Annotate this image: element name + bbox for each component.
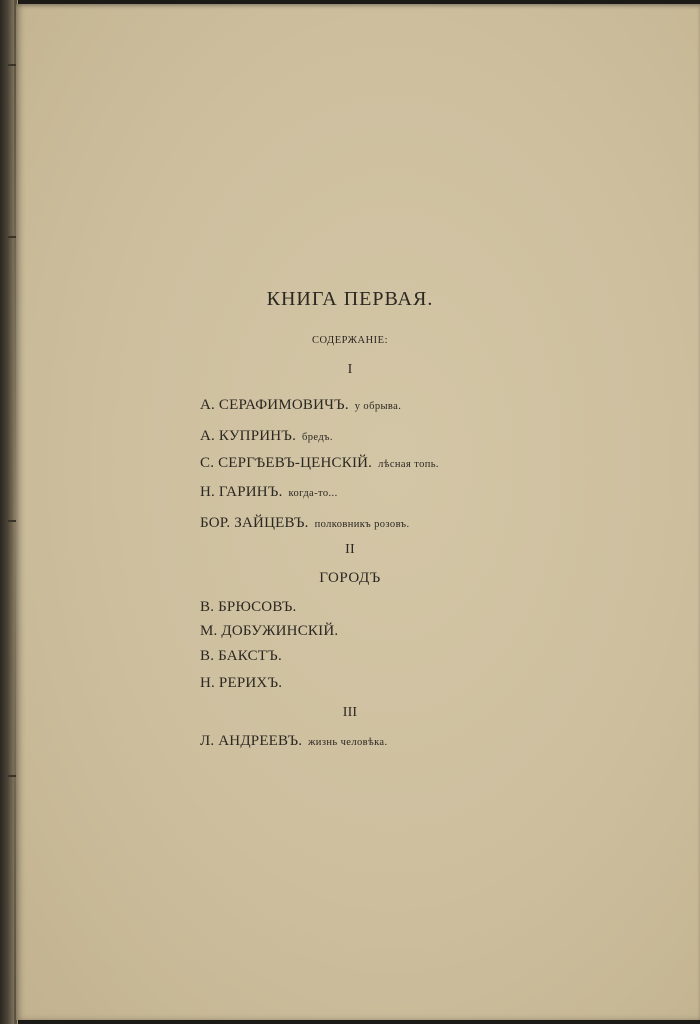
entry-work: лѣсная топь. bbox=[378, 459, 439, 470]
entry-work: полковникъ розовъ. bbox=[314, 519, 410, 530]
entry-work: у обрыва. bbox=[354, 401, 402, 412]
toc-entry bbox=[200, 599, 296, 616]
entry-work: бредъ. bbox=[302, 432, 333, 443]
toc-entry bbox=[200, 675, 282, 692]
contents-heading: СОДЕРЖАНІЕ: bbox=[311, 335, 388, 346]
section-numeral-1: I bbox=[347, 362, 353, 377]
section-numeral-3: III bbox=[342, 705, 358, 720]
entry-work: жизнь человѣка. bbox=[308, 737, 388, 748]
book-title: КНИГА ПЕРВАЯ. bbox=[266, 288, 434, 310]
toc-entry bbox=[200, 484, 338, 501]
section-title: ГОРОДЪ bbox=[319, 570, 381, 586]
toc-entry bbox=[200, 428, 333, 445]
entry-author: В. БАКСТЪ. bbox=[200, 648, 282, 664]
toc-entry bbox=[200, 733, 388, 750]
entry-author: Л. АНДРЕЕВЪ. bbox=[200, 733, 303, 749]
entry-author: А. СЕРАФИМОВИЧЪ. bbox=[200, 397, 349, 413]
entry-work: когда-то... bbox=[288, 488, 338, 499]
entry-author: Н. РЕРИХЪ. bbox=[200, 675, 283, 691]
section-numeral-2: II bbox=[345, 542, 355, 557]
entry-author: М. ДОБУЖИНСКІЙ. bbox=[200, 623, 339, 639]
toc-entry bbox=[200, 648, 282, 665]
entry-author: В. БРЮСОВЪ. bbox=[200, 599, 297, 615]
entry-author: А. КУПРИНЪ. bbox=[200, 428, 297, 444]
entry-author: С. СЕРГѢЕВЪ-ЦЕНСКІЙ. bbox=[200, 455, 373, 471]
toc-entry bbox=[200, 623, 338, 640]
toc-entry bbox=[200, 397, 401, 414]
book-page bbox=[16, 4, 700, 1020]
entry-author: Н. ГАРИНЪ. bbox=[200, 484, 283, 500]
entry-author: БОР. ЗАЙЦЕВЪ. bbox=[200, 515, 309, 531]
toc-entry bbox=[200, 515, 410, 532]
toc-entry bbox=[200, 455, 439, 472]
